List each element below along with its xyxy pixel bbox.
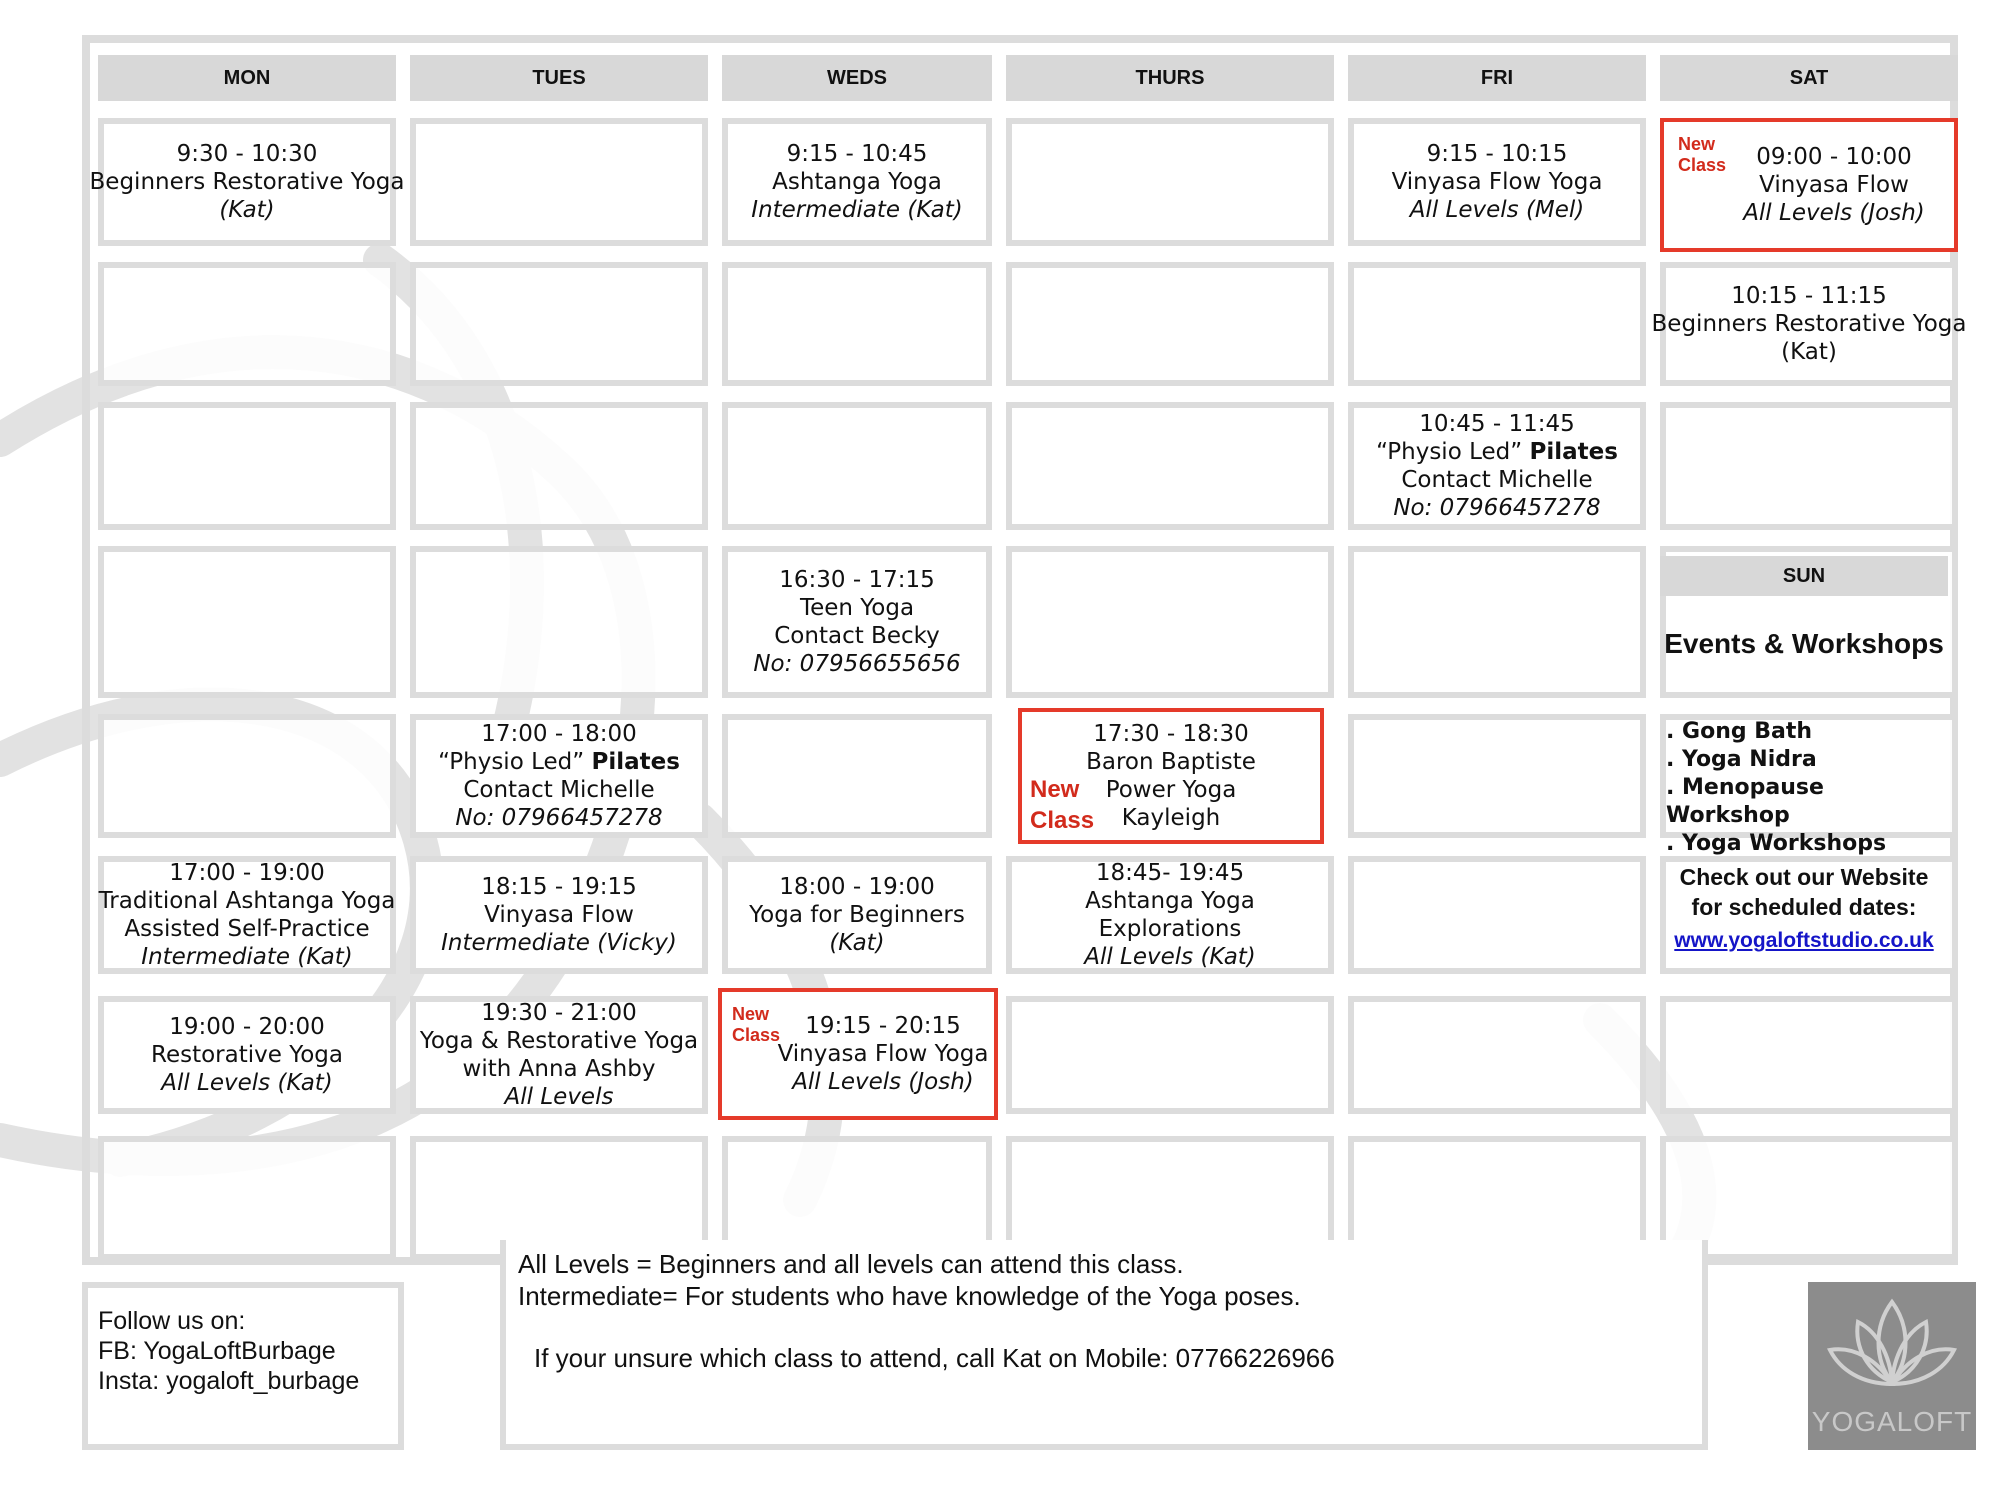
empty-slot <box>1660 402 1958 530</box>
new-class-label: New Class <box>732 1004 781 1045</box>
event-item: . Gong Bath <box>1666 718 1946 746</box>
empty-slot <box>722 262 992 386</box>
empty-slot <box>722 402 992 530</box>
empty-slot <box>98 402 396 530</box>
all-levels-note: All Levels = Beginners and all levels can attend this class. <box>518 1249 1184 1279</box>
contact-note: If your unsure which class to attend, call Kat on Mobile: 07766226966 <box>534 1343 1335 1373</box>
class-slot-tue-7: 19:30 - 21:00 Yoga & Restorative Yoga with Anna Ashby All Levels <box>410 996 708 1114</box>
empty-slot <box>1006 546 1334 698</box>
empty-slot <box>1348 996 1646 1114</box>
day-header-fri: FRI <box>1348 55 1646 101</box>
class-slot-mon-1: 9:30 - 10:30 Beginners Restorative Yoga (Kat) <box>98 118 396 246</box>
class-slot-thu-5: New Class 17:30 - 18:30 Baron Baptiste Power Yoga Kayleigh <box>1018 708 1324 844</box>
website-callout <box>1660 862 1948 956</box>
class-slot-wed-4: 16:30 - 17:15 Teen Yoga Contact Becky No: 07956655656 <box>722 546 992 698</box>
empty-slot <box>1348 714 1646 838</box>
sunday-header: SUN <box>1660 556 1948 596</box>
level-notes-box <box>500 1240 1708 1450</box>
class-slot-sat-2: 10:15 - 11:15 Beginners Restorative Yoga (Kat) <box>1660 262 1958 386</box>
empty-slot <box>1348 546 1646 698</box>
empty-slot <box>1006 118 1334 246</box>
day-header-sat: SAT <box>1660 55 1958 101</box>
class-slot-mon-7: 19:00 - 20:00 Restorative Yoga All Levels (Kat) <box>98 996 396 1114</box>
empty-slot <box>1006 262 1334 386</box>
empty-slot <box>98 1136 396 1260</box>
events-workshops-title: Events & Workshops <box>1664 628 1944 659</box>
social-follow-box <box>82 1282 404 1450</box>
class-slot-sat-1: New Class 09:00 - 10:00 Vinyasa Flow All Levels (Josh) <box>1660 118 1958 252</box>
empty-slot <box>1006 402 1334 530</box>
empty-slot <box>1348 262 1646 386</box>
logo-wordmark: YOGALOFT <box>1811 1406 1973 1437</box>
yogaloft-logo <box>1808 1282 1976 1450</box>
empty-slot <box>1006 996 1334 1114</box>
class-slot-tue-5: 17:00 - 18:00 “Physio Led” Pilates Contact Michelle No: 07966457278 <box>410 714 708 838</box>
empty-slot <box>722 714 992 838</box>
empty-slot <box>410 262 708 386</box>
class-slot-wed-6: 18:00 - 19:00 Yoga for Beginners (Kat) <box>722 856 992 974</box>
empty-slot <box>410 402 708 530</box>
event-item: . Yoga Workshops <box>1666 830 1946 858</box>
intermediate-note: Intermediate= For students who have knowledge of the Yoga poses. <box>518 1281 1301 1311</box>
follow-heading: Follow us on: <box>98 1307 246 1335</box>
class-slot-mon-6: 17:00 - 19:00 Traditional Ashtanga Yoga Assisted Self-Practice Intermediate (Kat) <box>98 856 396 974</box>
instagram-handle: Insta: yogaloft_burbage <box>98 1367 360 1395</box>
day-header-mon: MON <box>98 55 396 101</box>
empty-slot <box>410 118 708 246</box>
class-slot-fri-1: 9:15 - 10:15 Vinyasa Flow Yoga All Levels (Mel) <box>1348 118 1646 246</box>
day-header-weds: WEDS <box>722 55 992 101</box>
empty-slot <box>1348 856 1646 974</box>
lotus-icon <box>1822 1294 1962 1394</box>
empty-slot <box>410 546 708 698</box>
event-item: . Menopause Workshop <box>1666 774 1946 830</box>
day-header-tues: TUES <box>410 55 708 101</box>
event-item: . Yoga Nidra <box>1666 746 1946 774</box>
day-header-thurs: THURS <box>1006 55 1334 101</box>
website-text-line1: Check out our Website <box>1679 864 1929 890</box>
class-slot-thu-6: 18:45- 19:45 Ashtanga Yoga Explorations All Levels (Kat) <box>1006 856 1334 974</box>
class-slot-wed-7: New Class 19:15 - 20:15 Vinyasa Flow Yoga All Levels (Josh) <box>718 988 998 1120</box>
empty-slot <box>98 546 396 698</box>
class-slot-wed-1: 9:15 - 10:45 Ashtanga Yoga Intermediate (Kat) <box>722 118 992 246</box>
facebook-handle: FB: YogaLoftBurbage <box>98 1337 336 1365</box>
events-list <box>1666 718 1946 858</box>
empty-slot <box>1660 996 1958 1114</box>
empty-slot <box>98 262 396 386</box>
new-class-label: New Class <box>1678 134 1727 175</box>
class-slot-fri-3: 10:45 - 11:45 “Physio Led” Pilates Contact Michelle No: 07966457278 <box>1348 402 1646 530</box>
website-link[interactable]: www.yogaloftstudio.co.uk <box>1674 929 1934 952</box>
empty-slot <box>98 714 396 838</box>
website-text-line2: for scheduled dates: <box>1691 894 1917 920</box>
class-slot-tue-6: 18:15 - 19:15 Vinyasa Flow Intermediate (Vicky) <box>410 856 708 974</box>
new-class-label: New Class <box>1030 776 1095 834</box>
